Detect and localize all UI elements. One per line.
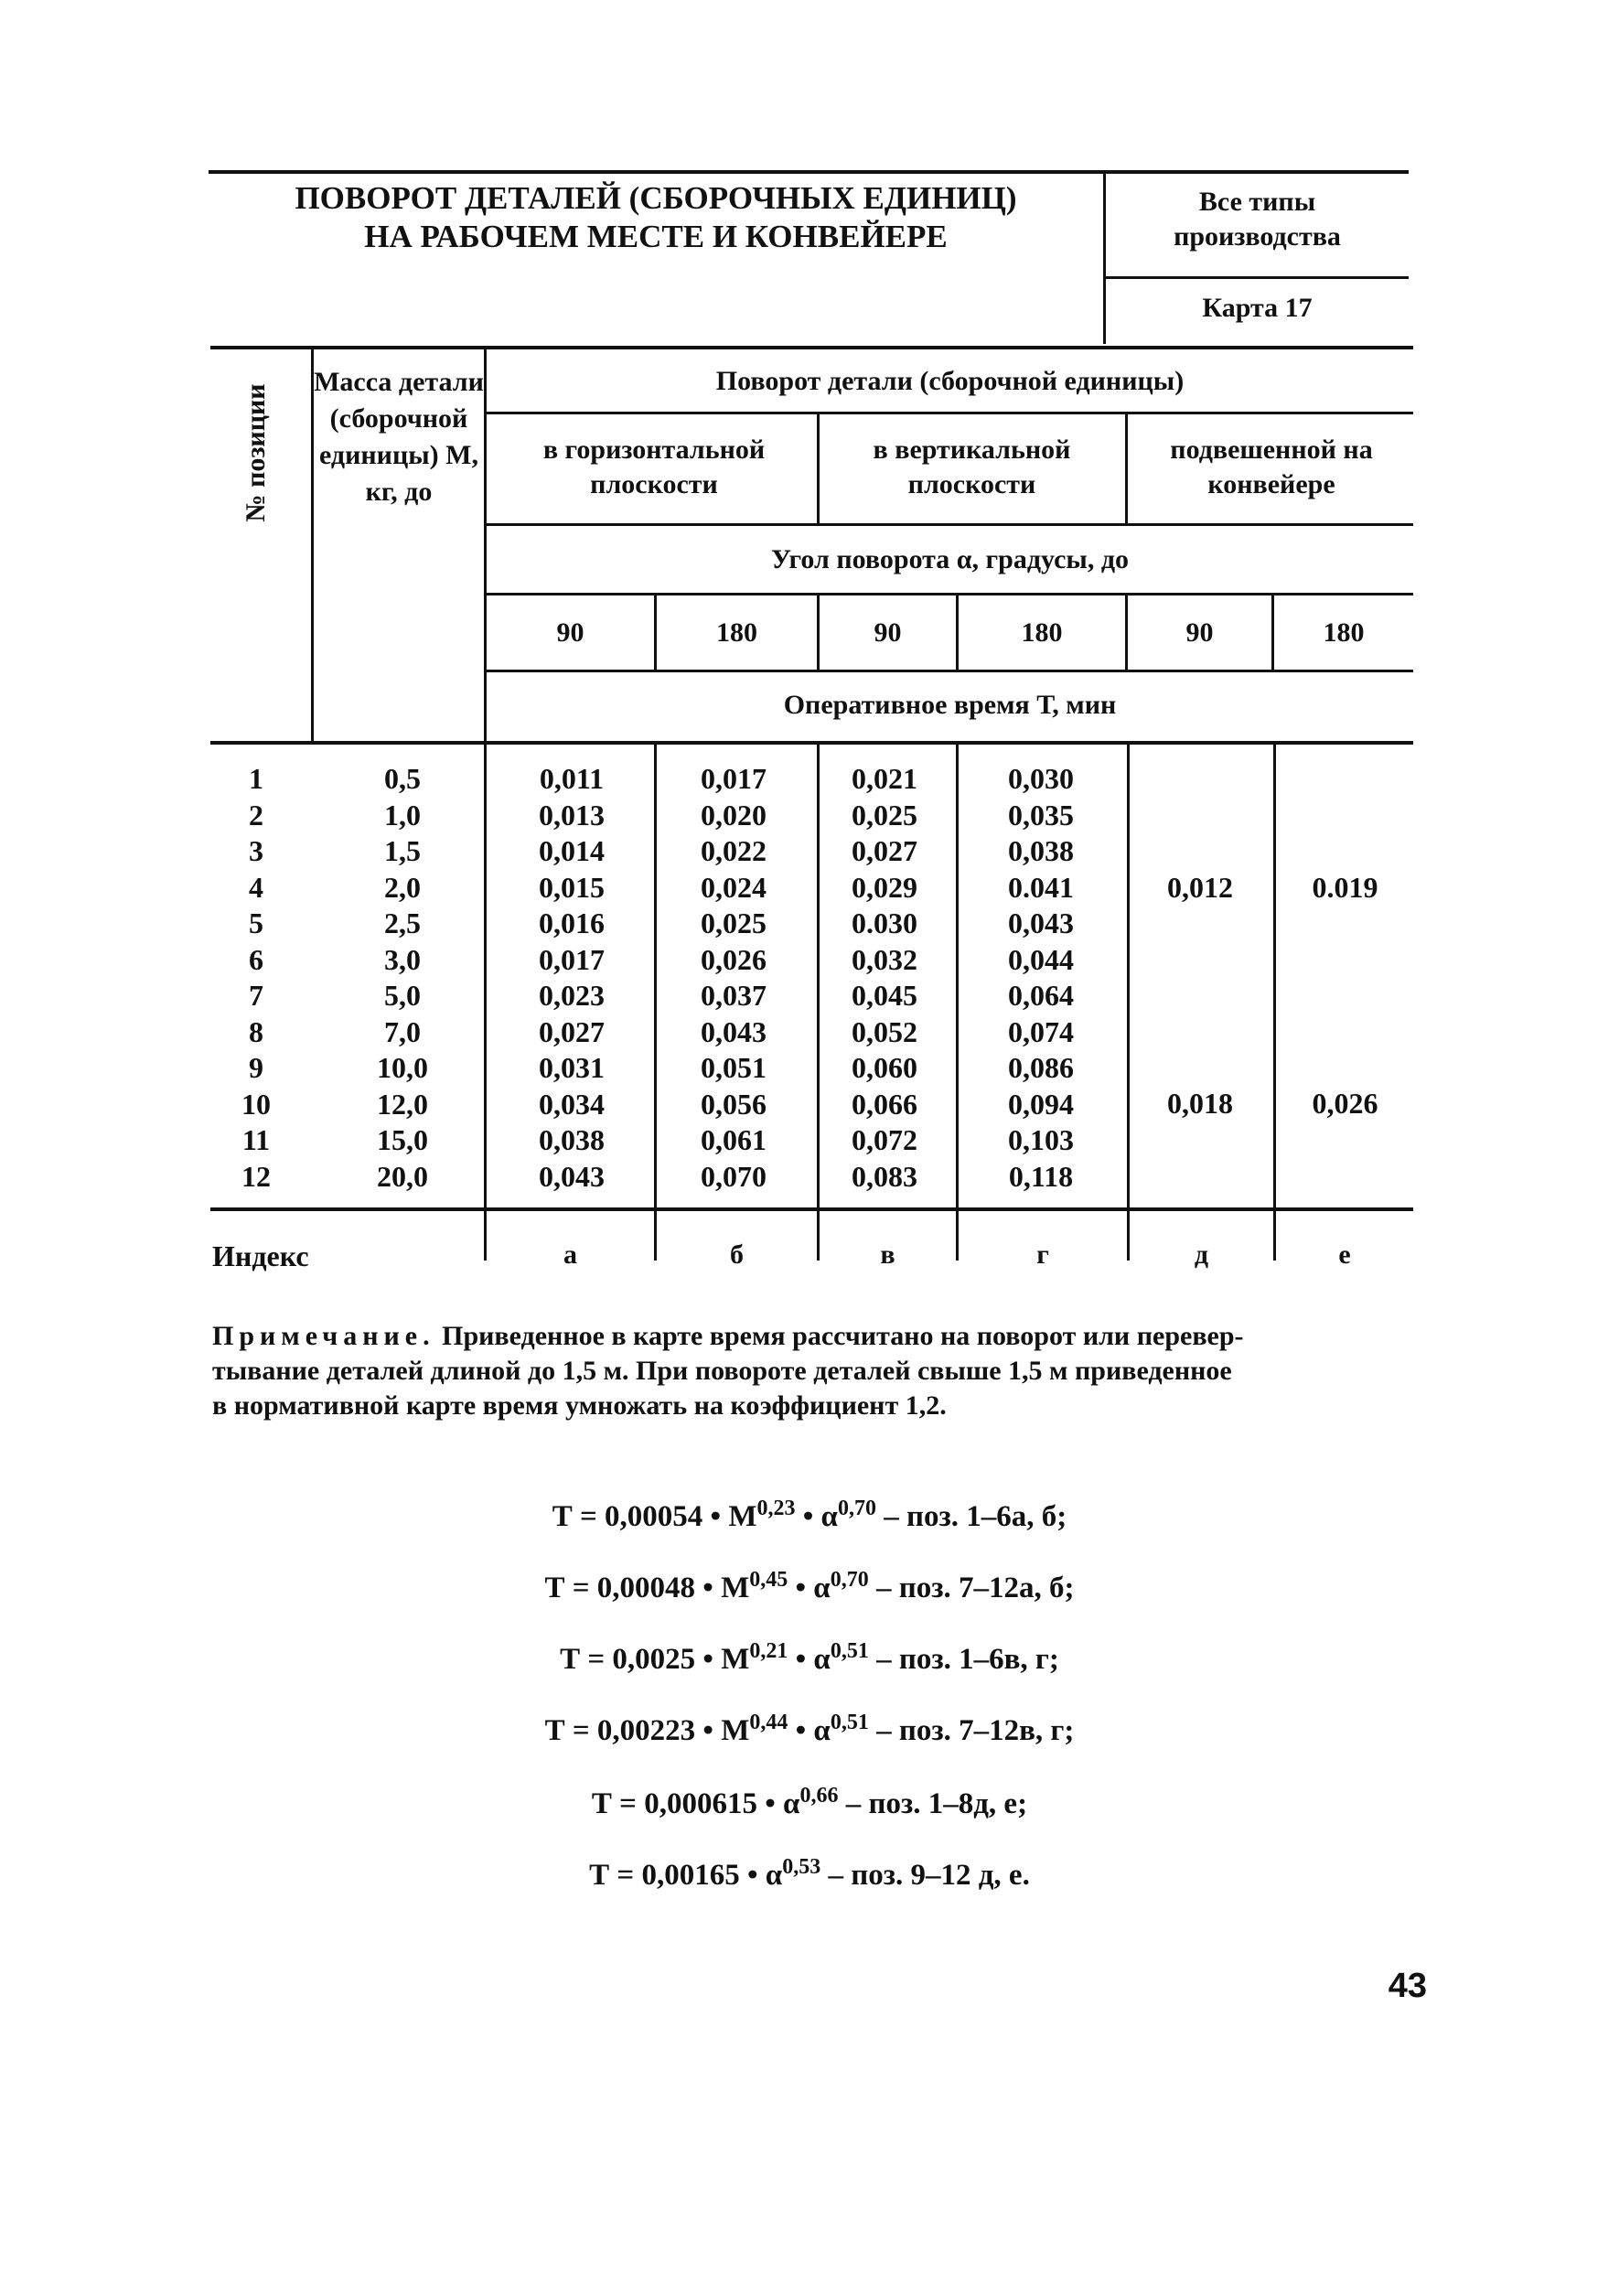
- title-line-1: ПОВОРОТ ДЕТАЛЕЙ (СБОРОЧНЫХ ЕДИНИЦ): [295, 180, 1017, 216]
- col-rule-mass-data: [484, 346, 487, 1261]
- body-rule-d-e: [1273, 743, 1276, 1261]
- note-line-2: тывание деталей длиной до 1,5 м. При повороте деталей свыше 1,5 м приведенное: [212, 1356, 1232, 1386]
- table-cell: 0,043: [1008, 907, 1074, 939]
- body-top-rule: [210, 741, 1413, 745]
- header-top-rule: [209, 170, 1409, 174]
- table-cell: 0,052: [852, 1014, 917, 1048]
- angle-label-rule: [485, 523, 1413, 526]
- table-cell: 0,034: [539, 1087, 605, 1121]
- index-d: д: [1194, 1239, 1209, 1270]
- col-rule-group-horizontal-vertical: [817, 412, 820, 525]
- table-cell: 0,5: [384, 762, 421, 795]
- table-cell: 0,013: [539, 798, 605, 831]
- table-cell: 0,027: [539, 1014, 605, 1048]
- index-a: а: [563, 1239, 577, 1270]
- table-cell: 0,086: [1008, 1051, 1074, 1084]
- formula: Т = 0,00054 • М$^{0,23}$ • $\alpha^{0,70}$ – поз. 1–6а, б;: [552, 1497, 1067, 1533]
- table-cell: 0,035: [1008, 798, 1074, 831]
- angle-g: 180: [1021, 617, 1063, 648]
- table-cell: 0,015: [539, 870, 605, 904]
- production-type: [1106, 185, 1409, 254]
- table-cell: 9: [249, 1051, 263, 1084]
- table-cell: 10,0: [377, 1051, 428, 1084]
- card-rule: [1106, 276, 1409, 279]
- formula: Т = 0,0025 • М$^{0,21}$ • $\alpha^{0,51}$ – поз. 1–6в, г;: [560, 1639, 1059, 1676]
- angle-b: 180: [716, 617, 757, 648]
- table-cell: 0,038: [539, 1123, 605, 1156]
- column-v-values: [816, 761, 953, 1195]
- table-cell: 3: [249, 834, 263, 867]
- table-cell: 0,064: [1008, 979, 1074, 1012]
- table-cell: 0,094: [1008, 1087, 1074, 1121]
- angle-a: 90: [556, 617, 584, 648]
- body-rule-v-g: [956, 743, 959, 1261]
- body-rule-a-b: [654, 743, 657, 1261]
- index-label: Индекс: [212, 1239, 309, 1272]
- angle-v: 90: [874, 617, 902, 648]
- table-cell: 0,070: [701, 1159, 767, 1193]
- table-cell: 0,017: [539, 942, 605, 976]
- table-cell: 0,026: [701, 942, 767, 976]
- production-line-2: производства: [1174, 221, 1341, 252]
- table-cell: 0,056: [701, 1087, 767, 1121]
- table-cell: 7: [249, 979, 263, 1012]
- table-cell: 0.041: [1008, 870, 1074, 904]
- table-cell: 0,083: [852, 1159, 917, 1193]
- table-cell: 12,0: [377, 1087, 428, 1121]
- table-cell: 0,074: [1008, 1014, 1074, 1048]
- table-cell: 6: [249, 942, 263, 976]
- column-g-values: [968, 761, 1114, 1195]
- table-cell: 0,031: [539, 1051, 605, 1084]
- column-header-position: № позиции: [241, 383, 271, 522]
- table-cell: 0,030: [1008, 762, 1074, 795]
- table-cell: 0,023: [539, 979, 605, 1012]
- table-cell: 1,5: [384, 834, 421, 867]
- index-v: в: [880, 1239, 895, 1270]
- table-top-rule: [210, 346, 1413, 349]
- table-cell: 0,016: [539, 907, 605, 939]
- positions-column: [220, 761, 293, 1195]
- page-title: [209, 179, 1103, 256]
- index-e: е: [1338, 1239, 1351, 1270]
- table-cell: 0,027: [852, 834, 917, 867]
- table-cell: 0,037: [701, 979, 767, 1012]
- note-text-1: Приведенное в карте время рассчитано на поворот или перевер-: [434, 1321, 1244, 1351]
- table-cell: 1: [249, 762, 263, 795]
- table-cell: 0,017: [701, 762, 767, 795]
- table-cell: 1,0: [384, 798, 421, 831]
- angle-e: 180: [1323, 617, 1365, 648]
- table-cell: 0,021: [852, 762, 917, 795]
- table-cell: 0,072: [852, 1123, 917, 1156]
- table-cell: 0,020: [701, 798, 767, 831]
- table-cell: 8: [249, 1014, 263, 1048]
- formula: Т = 0,00223 • М$^{0,44}$ • $\alpha^{0,51}$ – поз. 7–12в, г;: [544, 1711, 1075, 1747]
- table-cell: 0,066: [852, 1087, 917, 1121]
- note-line-1: [212, 1319, 1420, 1354]
- operative-time-label: Оперативное время Т, мин: [783, 690, 1117, 720]
- title-line-2: НА РАБОЧЕМ МЕСТЕ И КОНВЕЙЕРЕ: [364, 219, 948, 254]
- table-cell: 0,029: [852, 870, 917, 904]
- production-line-1: Все типы: [1198, 187, 1316, 217]
- body-bottom-rule: [210, 1207, 1413, 1211]
- column-a-values: [499, 761, 645, 1195]
- table-cell: 2,0: [384, 870, 421, 904]
- note: [212, 1319, 1420, 1423]
- note-lead: Примечание.: [212, 1321, 435, 1351]
- table-cell: 0,043: [701, 1014, 767, 1048]
- table-cell: 0,060: [852, 1051, 917, 1084]
- page-number: 43: [1388, 1967, 1427, 2005]
- index-b: б: [730, 1239, 744, 1270]
- column-header-mass: Масса детали (сборочной единицы) М, кг, до: [314, 367, 484, 507]
- table-cell: 0,118: [1008, 1159, 1074, 1193]
- column-d-value-2: 0,018: [1167, 1087, 1233, 1120]
- table-cell: 0,014: [539, 834, 605, 867]
- table-cell: 20,0: [377, 1159, 428, 1193]
- formula: Т = 0,00165 • $\alpha^{0,53}$ – поз. 9–12 д, е.: [589, 1855, 1030, 1892]
- table-cell: 0,103: [1008, 1123, 1074, 1156]
- table-cell: 0,032: [852, 942, 917, 976]
- card-number: Карта 17: [1202, 293, 1313, 323]
- table-cell: 0.030: [852, 907, 917, 939]
- table-cell: 0,038: [1008, 834, 1074, 867]
- subheader-horizontal: в горизонтальной плоскости: [542, 435, 766, 499]
- table-cell: 12: [241, 1159, 271, 1193]
- subheader-conveyor: подвешенной на конвейере: [1170, 435, 1373, 499]
- table-cell: 0,024: [701, 870, 767, 904]
- table-cell: 0,043: [539, 1159, 605, 1193]
- formula: Т = 0,00048 • М$^{0,45}$ • $\alpha^{0,70}$ – поз. 7–12а, б;: [544, 1568, 1075, 1604]
- column-e-value-1: 0.019: [1312, 871, 1378, 904]
- column-d-value-1: 0,012: [1167, 871, 1233, 904]
- table-cell: 0,044: [1008, 942, 1074, 976]
- table-cell: 4: [249, 870, 263, 904]
- column-b-values: [660, 761, 807, 1195]
- mass-column: [338, 761, 466, 1195]
- table-cell: 0,022: [701, 834, 767, 867]
- table-cell: 0,025: [701, 907, 767, 939]
- subheader-rule: [485, 412, 1413, 414]
- table-cell: 3,0: [384, 942, 421, 976]
- table-cell: 0,025: [852, 798, 917, 831]
- table-cell: 0,061: [701, 1123, 767, 1156]
- table-cell: 0,011: [539, 762, 605, 795]
- table-cell: 7,0: [384, 1014, 421, 1048]
- subheader-vertical: в вертикальной плоскости: [873, 435, 1071, 499]
- angle-label: Угол поворота α, градусы, до: [770, 544, 1129, 574]
- formula: Т = 0,000615 • $\alpha^{0,66}$ – поз. 1–8д, е;: [591, 1784, 1028, 1820]
- table-cell: 11: [241, 1123, 271, 1156]
- table-cell: 2,5: [384, 907, 421, 939]
- table-cell: 0,051: [701, 1051, 767, 1084]
- table-cell: 5: [249, 907, 263, 939]
- table-cell: 15,0: [377, 1123, 428, 1156]
- note-line-3: в нормативной карте время умножать на коэффициент 1,2.: [212, 1390, 947, 1421]
- table-cell: 10: [241, 1087, 271, 1121]
- table-cell: 2: [249, 798, 263, 831]
- col-rule-group-vertical-conveyor: [1125, 412, 1128, 525]
- table-cell: 5,0: [384, 979, 421, 1012]
- index-g: г: [1036, 1239, 1049, 1270]
- body-rule-g-d: [1127, 743, 1130, 1261]
- column-e-value-2: 0,026: [1312, 1087, 1378, 1120]
- table-cell: 0,045: [852, 979, 917, 1012]
- angle-d: 90: [1185, 617, 1214, 648]
- rotation-group-header: Поворот детали (сборочной единицы): [715, 366, 1185, 396]
